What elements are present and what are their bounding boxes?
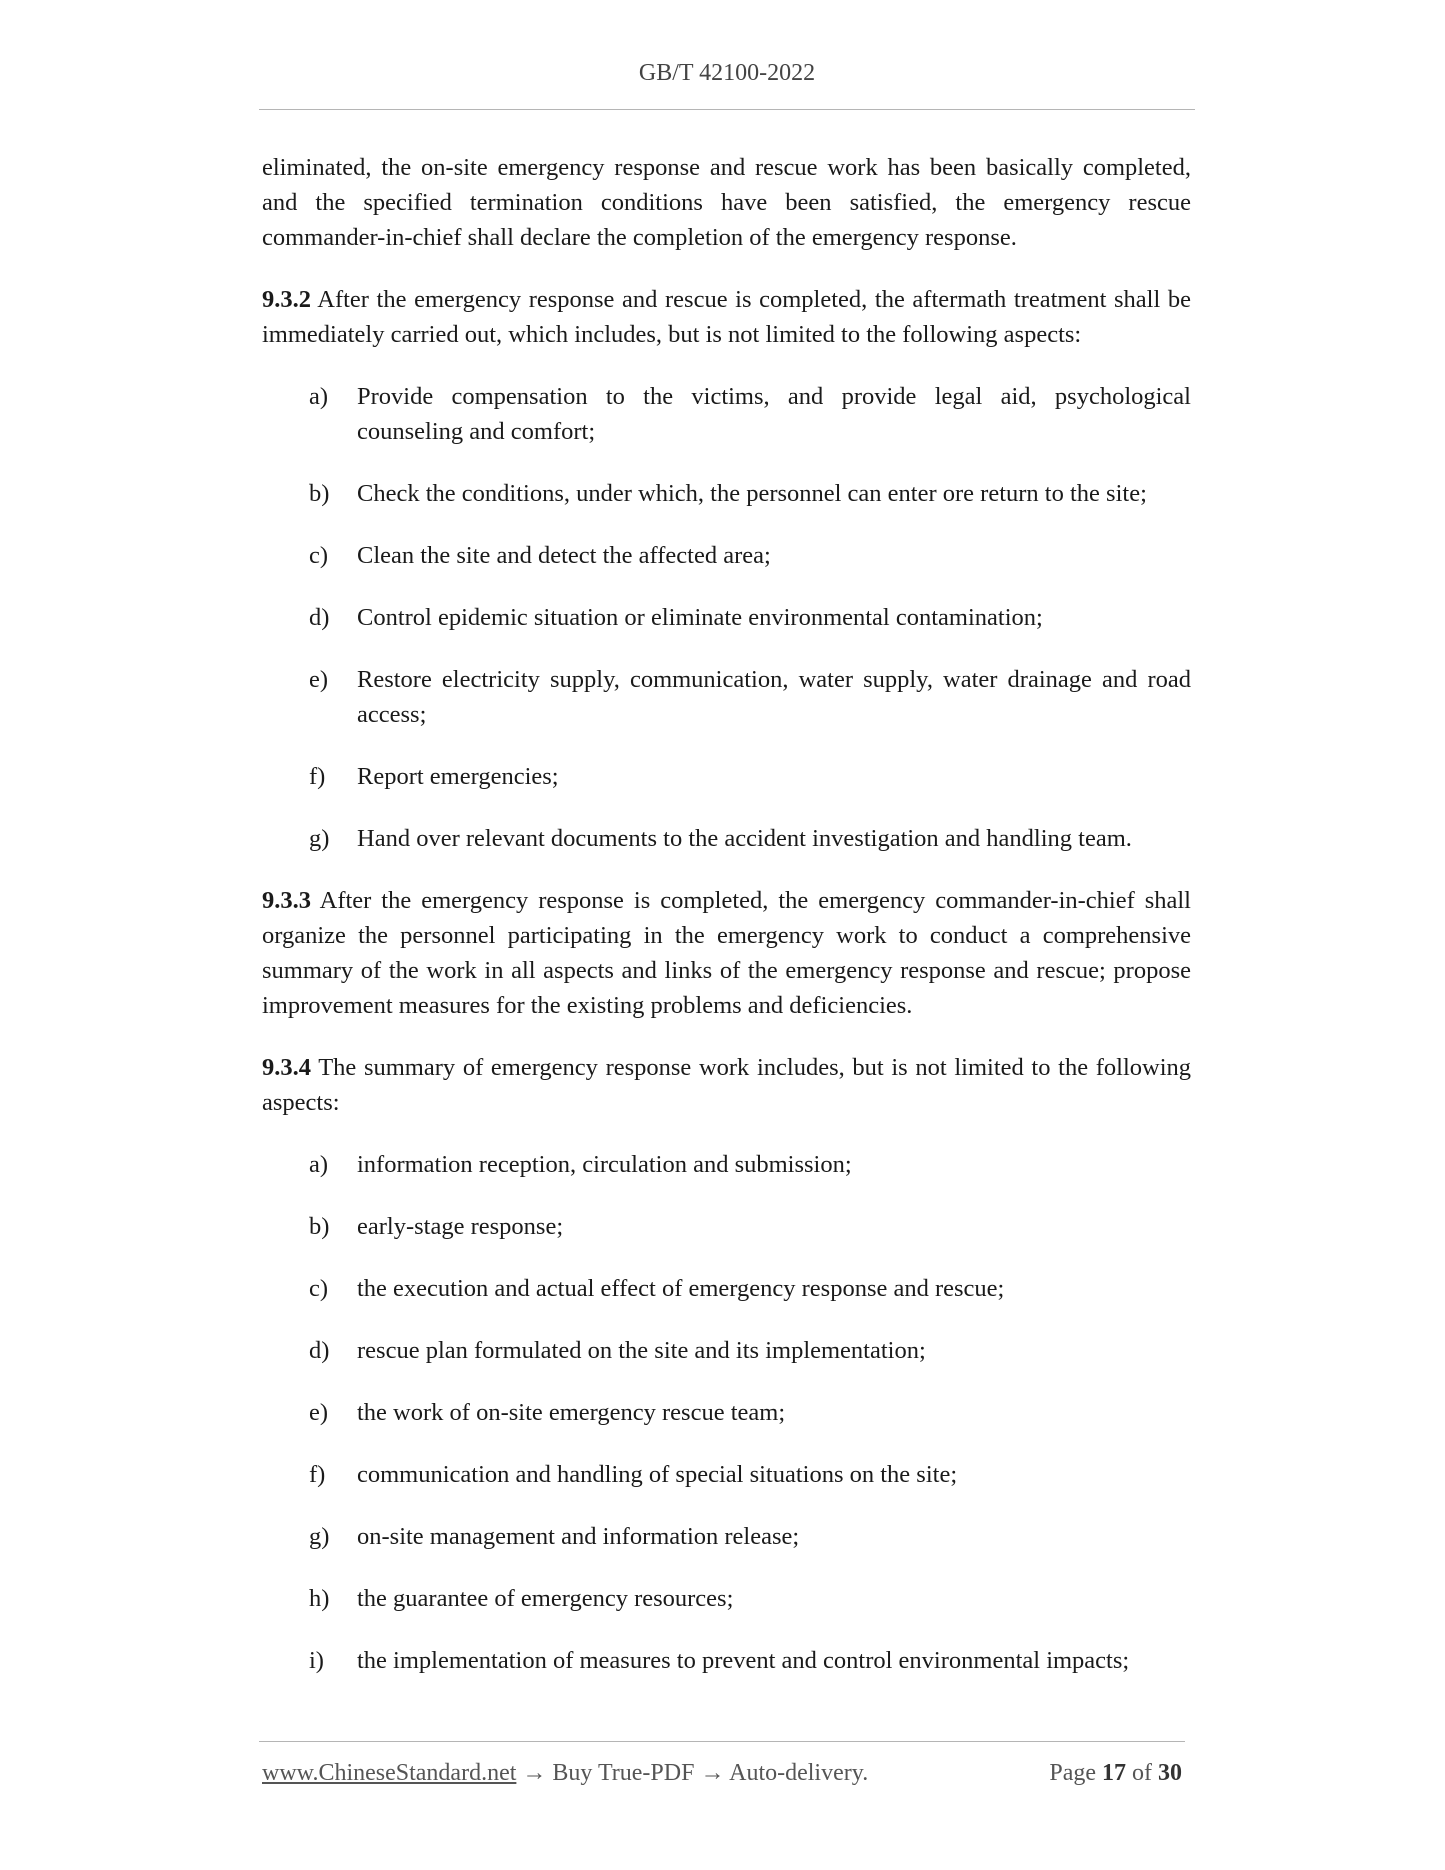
list-item xyxy=(262,1333,1191,1368)
list-item xyxy=(262,379,1191,449)
list-label: h) xyxy=(309,1585,330,1612)
page-header: GB/T 42100-2022 xyxy=(638,60,816,86)
list-label: g) xyxy=(309,1523,330,1550)
summary-list xyxy=(262,1147,1191,1678)
list-text: Check the conditions, under which, the personnel can enter ore return to the site; xyxy=(357,480,1147,507)
list-text: Provide compensation to the victims, and provide legal aid, psychological counseling and comfort; xyxy=(357,383,1191,445)
list-item xyxy=(262,821,1191,856)
list-label: f) xyxy=(309,763,326,790)
list-text: communication and handling of special situations on the site; xyxy=(357,1461,958,1488)
website-link[interactable]: www.ChineseStandard.net xyxy=(262,1760,517,1786)
clause-text: The summary of emergency response work includes, but is not limited to the following aspects: xyxy=(262,1054,1191,1116)
page-number-part: 17 xyxy=(1102,1760,1126,1786)
list-item xyxy=(262,1519,1191,1554)
list-label: g) xyxy=(309,825,330,852)
list-text: Report emergencies; xyxy=(357,763,559,790)
clause-9-3-4 xyxy=(262,1050,1191,1120)
page-number xyxy=(1049,1760,1182,1787)
clause-number: 9.3.3 xyxy=(262,887,311,914)
list-item xyxy=(262,1147,1191,1182)
list-label: e) xyxy=(309,1399,329,1426)
aftermath-list xyxy=(262,379,1191,856)
footer-divider xyxy=(259,1741,1185,1742)
list-label: c) xyxy=(309,1275,329,1302)
clause-number: 9.3.4 xyxy=(262,1054,311,1081)
list-text: Control epidemic situation or eliminate environmental contamination; xyxy=(357,604,1043,631)
page-number-part: Page xyxy=(1049,1760,1096,1786)
list-item xyxy=(262,476,1191,511)
list-label: c) xyxy=(309,542,329,569)
intro-paragraph: eliminated, the on-site emergency response and rescue work has been basically completed, and the specified termination conditions have been satisfied, the emergency rescue commander-in-chief shall declare the completion of the emergency response. xyxy=(262,154,1191,251)
list-text: the guarantee of emergency resources; xyxy=(357,1585,734,1612)
list-text: Hand over relevant documents to the accident investigation and handling team. xyxy=(357,825,1132,852)
clause-text: After the emergency response is completed, the emergency commander-in-chief shall organize the personnel participating in the emergency work to conduct a comprehensive summary of the work in all aspects and links of the emergency response and rescue; propose improvement measures for the existing problems and deficiencies. xyxy=(262,887,1191,1019)
list-text: information reception, circulation and submission; xyxy=(357,1151,852,1178)
list-item xyxy=(262,600,1191,635)
list-label: a) xyxy=(309,1151,329,1178)
list-label: i) xyxy=(309,1647,324,1674)
list-label: d) xyxy=(309,604,330,631)
footer-promo xyxy=(262,1760,868,1787)
list-item xyxy=(262,1271,1191,1306)
list-text: the work of on-site emergency rescue team; xyxy=(357,1399,786,1426)
list-item xyxy=(262,1643,1191,1678)
list-text: the implementation of measures to prevent and control environmental impacts; xyxy=(357,1647,1130,1674)
list-text: Clean the site and detect the affected area; xyxy=(357,542,771,569)
list-label: d) xyxy=(309,1337,330,1364)
list-text: on-site management and information release; xyxy=(357,1523,800,1550)
list-item xyxy=(262,1395,1191,1430)
list-item xyxy=(262,662,1191,732)
footer-tagline: → Buy True-PDF → Auto-delivery. xyxy=(516,1760,869,1786)
list-item xyxy=(262,1581,1191,1616)
list-item xyxy=(262,1209,1191,1244)
list-item xyxy=(262,538,1191,573)
list-label: e) xyxy=(309,666,329,693)
list-label: f) xyxy=(309,1461,326,1488)
page-number-part: of xyxy=(1132,1760,1152,1786)
list-label: b) xyxy=(309,480,330,507)
clause-text: After the emergency response and rescue is completed, the aftermath treatment shall be immediately carried out, which includes, but is not limited to the following aspects: xyxy=(262,286,1191,348)
clause-number: 9.3.2 xyxy=(262,286,311,313)
clause-9-3-3 xyxy=(262,883,1191,1023)
document-body xyxy=(262,150,1191,1705)
list-text: Restore electricity supply, communication, water supply, water drainage and road access; xyxy=(357,666,1191,728)
list-text: rescue plan formulated on the site and its implementation; xyxy=(357,1337,926,1364)
list-item xyxy=(262,759,1191,794)
list-label: a) xyxy=(309,383,329,410)
header-divider xyxy=(259,109,1195,110)
list-label: b) xyxy=(309,1213,330,1240)
list-item xyxy=(262,1457,1191,1492)
page-number-part: 30 xyxy=(1158,1760,1182,1786)
list-text: early-stage response; xyxy=(357,1213,564,1240)
clause-9-3-2 xyxy=(262,282,1191,352)
list-text: the execution and actual effect of emergency response and rescue; xyxy=(357,1275,1005,1302)
